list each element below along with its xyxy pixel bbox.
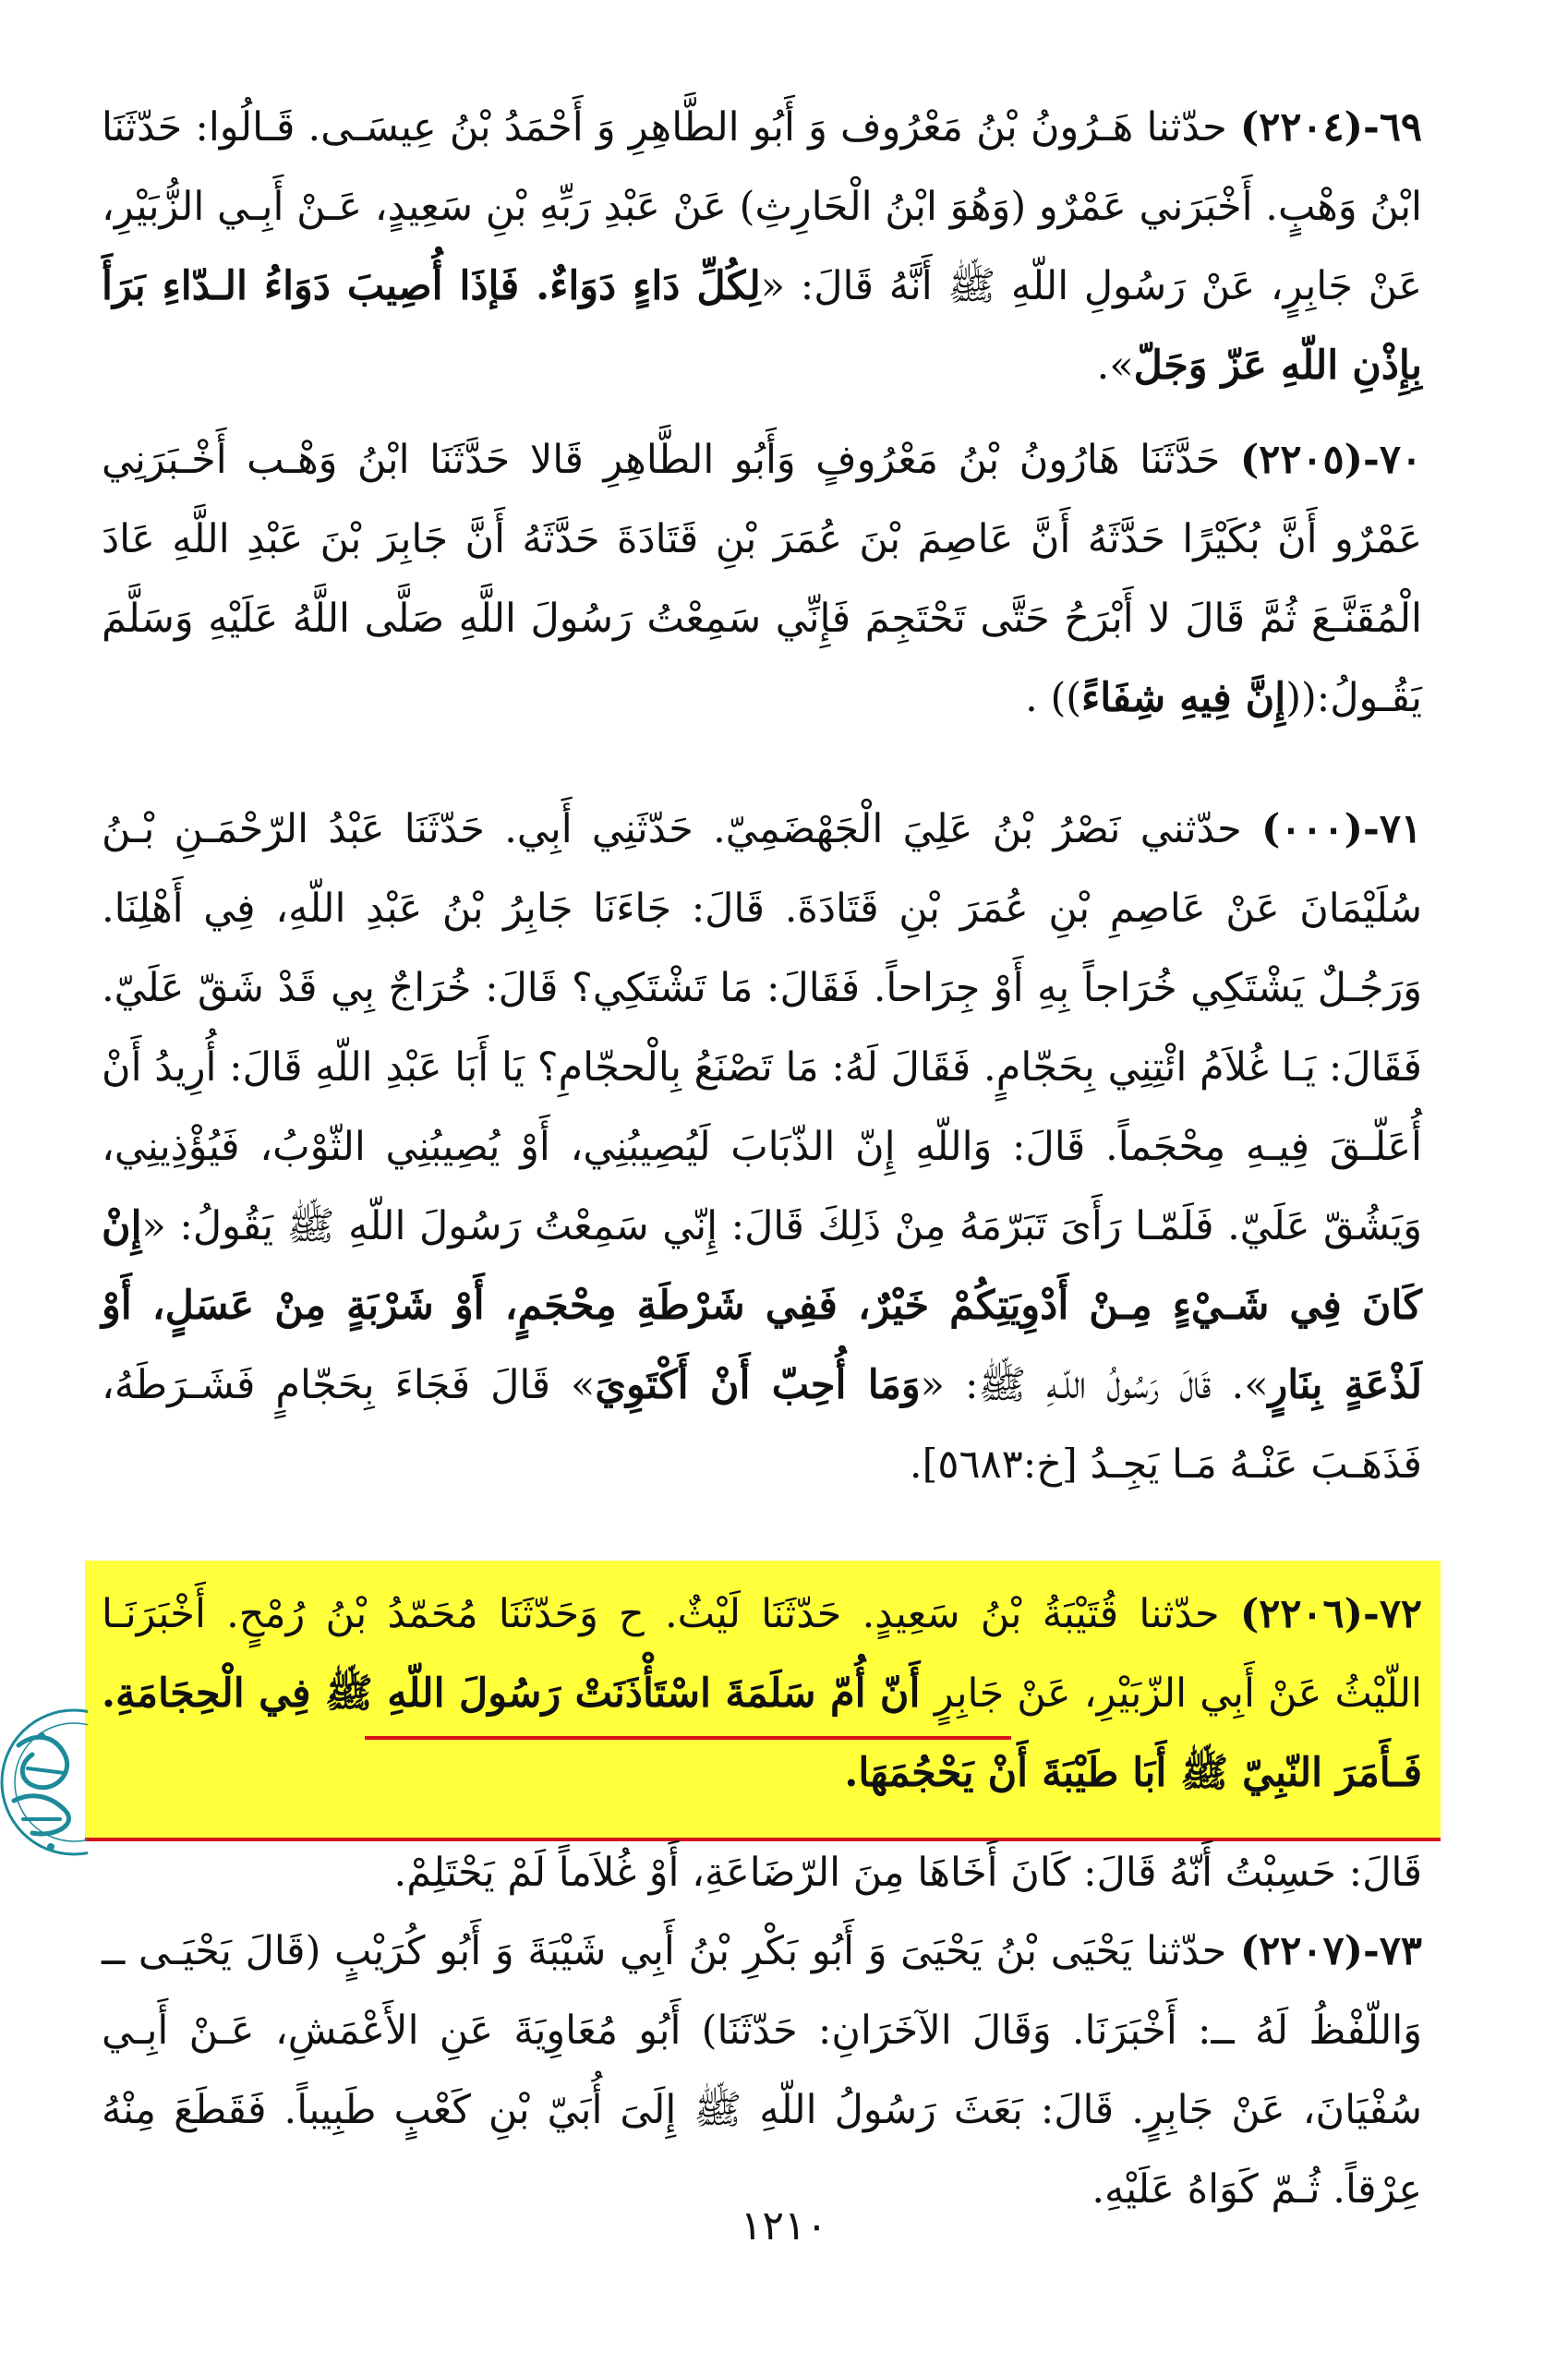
seal-logo-icon [0,1681,88,1884]
hadith-69 [102,88,1422,405]
hadith-70-quote: إِنَّ فِيهِ شِفَاءً [1081,675,1286,721]
hadith-71-text: حدّثني نَصْرُ بْنُ عَلِيَ الْجَهْضَمِيّ. حَدّثَنِي أَبِي. حَدّثَنَا عَبْدُ الرّحْمَـنِ بْـنُ سُلَيْمَانَ عَنْ عَاصِمِ بْنِ عُمَرَ بْنِ قَتَادَةَ. قَالَ: جَاءَنَا جَابِرُ بْنُ عَبْدِ اللّهِ، فِي أَهْلِنَا. وَرَجُـلٌ يَشْتَكِي خُرَاجاً بِهِ أَوْ جِرَاحاً. فَقَالَ: مَا تَشْتَكِي؟ قَالَ: خُرَاجٌ بِي قَدْ شَقّ عَلَيّ. فَقَالَ: يَـا غُلاَمُ ائْتِنِي بِحَجّامٍ. فَقَالَ لَهُ: مَا تَصْنَعُ بِالْحجّامِ؟ يَا أَبَا عَبْدِ اللّهِ قَالَ: أُرِيدُ أَنْ أُعَلّـقَ فِيـهِ مِحْجَماً. قَالَ: وَاللّهِ إِنّ الذّبَابَ لَيُصِيبُنِي، أَوْ يُصِيبُنِي الثّوْبُ، فَيُؤْذِينِي، وَيَشُقّ عَلَيّ. فَلَمّـا رَأَىَ تَبَرّمَهُ مِنْ ذَلِكَ قَالَ: إِنّي سَمِعْتُ رَسُولَ اللّهِ ﷺ يَقُولُ: « [102,806,1423,1249]
hadith-72-note-text: قَالَ: حَسِبْتُ أَنّهُ قَالَ: كَانَ أَخَاهَا مِنَ الرّضَاعَةِ، أَوْ غُلاَماً لَمْ يَحْتَلِمْ. [393,1850,1422,1896]
hadith-72-text: حدّثنا قُتَيْبَةُ بْنُ سَعِيدٍ. حَدّثَنَا لَيْثٌ. ح وَحَدّثَنَا مُحَمّدُ بْنُ رُمْحٍ. أَخْبَرَنَـا اللّيْثُ عَنْ أَبِي الزّبَيْرِ، عَنْ جَابِرٍ [102,1591,1423,1717]
hadith-70-number: ٧٠-(٢٢٠٥) [1239,437,1423,483]
hadith-71-quote-1: إِنْ كَانَ فِي شَـيْءٍ مِـنْ أَدْوِيَتِكُمْ خَيْرٌ، فَفِي شَرْطَةِ مِحْجَمٍ، أَوْ شَرْبَةٍ مِنْ عَسَلٍ، أَوْ لَذْعَةٍ بِنَارٍ [102,1203,1422,1408]
hadith-72-number: ٧٢-(٢٢٠٦) [1239,1591,1423,1637]
page-number: ١٢١٠ [740,2202,828,2249]
red-underline [365,1736,1011,1740]
hadith-71-quote-2: وَمَا أُحِبّ أَنْ أَكْتَوِيَ [595,1362,921,1408]
hadith-73 [102,1912,1422,2229]
hadith-69-end: ». [1096,343,1134,389]
hadith-71 [102,790,1422,1504]
hadith-71-end: » قَالَ فَجَاءَ بِحَجّامٍ فَشَـرَطَهُ، فَذَهَـبَ عَنْـهُ مَـا يَجِـدُ [خ:٥٦٨٣]. [102,1362,1422,1488]
hadith-71-number: ٧١-(٠٠٠) [1260,806,1423,852]
hadith-73-number: ٧٣-(٢٢٠٧) [1239,1928,1422,1974]
hadith-72-quote: أَنّ أُمّ سَلَمَةَ اسْتَأْذَنَتْ رَسُولَ اللّهِ ﷺ فِي الْحِجَامَةِ. فَـأَمَرَ النّبِيّ ﷺ أَبَا طَيْبَةَ أَنْ يَحْجُمَهَا. [102,1670,1422,1796]
calligraphy-seal-logo [0,1681,88,1884]
hadith-70 [102,420,1422,738]
hadith-72-note [102,1833,1422,1912]
hadith-70-end: )) . [1025,675,1082,721]
hadith-69-quote: لِكُلِّ دَاءٍ دَوَاءٌ. فَإذَا أُصِيبَ دَوَاءُ الـدّاءِ بَرَأَ بِإِذْنِ اللّهِ عَزّ وَجَلّ [102,263,1422,389]
hadith-69-text: حدّثنا هَـرُونُ بْنُ مَعْرُوف وَ أَبُو الطَّاهِرِ وَ أَحْمَدُ بْنُ عِيسَـى. قَـالُوا: حَدّثَنَا ابْنُ وَهْبٍ. أَخْبَرَني عَمْرٌو (وَهُوَ ابْنُ الْحَارِثِ) عَنْ عَبْدِ رَبِّهِ بْنِ سَعِيدٍ، عَـنْ أَبِـي الزُّبَيْرِ، عَنْ جَابِرٍ، عَنْ رَسُولِ اللّهِ ﷺ أَنَّهُ قَالَ: « [102,104,1422,309]
hadith-73-text: حدّثنا يَحْيَى بْنُ يَحْيَىَ وَ أَبُو بَكْرِ بْنُ أَبِي شَيْبَةَ وَ أَبُو كُرَيْبٍ (قَالَ يَحْيَـى ــ وَاللّفْظُ لَهُ ــ: أَخْبَرَنَا. وَقَالَ الآخَرَانِ: حَدّثَنَا) أَبُو مُعَاوِيَةَ عَنِ الأَعْمَشِ، عَـنْ أَبِـي سُفْيَانَ، عَنْ جَابِرٍ. قَالَ: بَعَثَ رَسُولُ اللّهِ ﷺ إِلَىَ أُبَيّ بْنِ كَعْبٍ طَبِيباً. فَقَطَعَ مِنْهُ عِرْقاً. ثُـمّ كَوَاهُ عَلَيْهِ. [102,1928,1422,2213]
hadith-71-mid: ». قَالَ رَسُولُ اللّـهِ ﷺ: « [920,1362,1269,1408]
hadith-72 [102,1574,1422,1813]
hadith-69-number: ٦٩-(٢٢٠٤) [1239,104,1423,151]
hadith-70-text: حَدَّثَنَا هَارُونُ بْنُ مَعْرُوفٍ وَأَبُو الطَّاهِرِ قَالا حَدَّثَنَا ابْنُ وَهْـب أَخْـبَرَنِي عَمْرٌو أَنَّ بُكَيْرًا حَدَّثَهُ أَنَّ عَاصِمَ بْنَ عُمَرَ بْنِ قَتَادَةَ حَدَّثَهُ أَنَّ جَابِرَ بْنَ عَبْدِ اللَّهِ عَادَ الْمُقَنَّـعَ ثُمَّ قَالَ لا أَبْرَحُ حَتَّى تَحْتَجِمَ فَإِنِّي سَمِعْتُ رَسُولَ اللَّهِ صَلَّى اللَّهُ عَلَيْهِ وَسَلَّمَ يَقُـولُ:(( [102,437,1422,721]
